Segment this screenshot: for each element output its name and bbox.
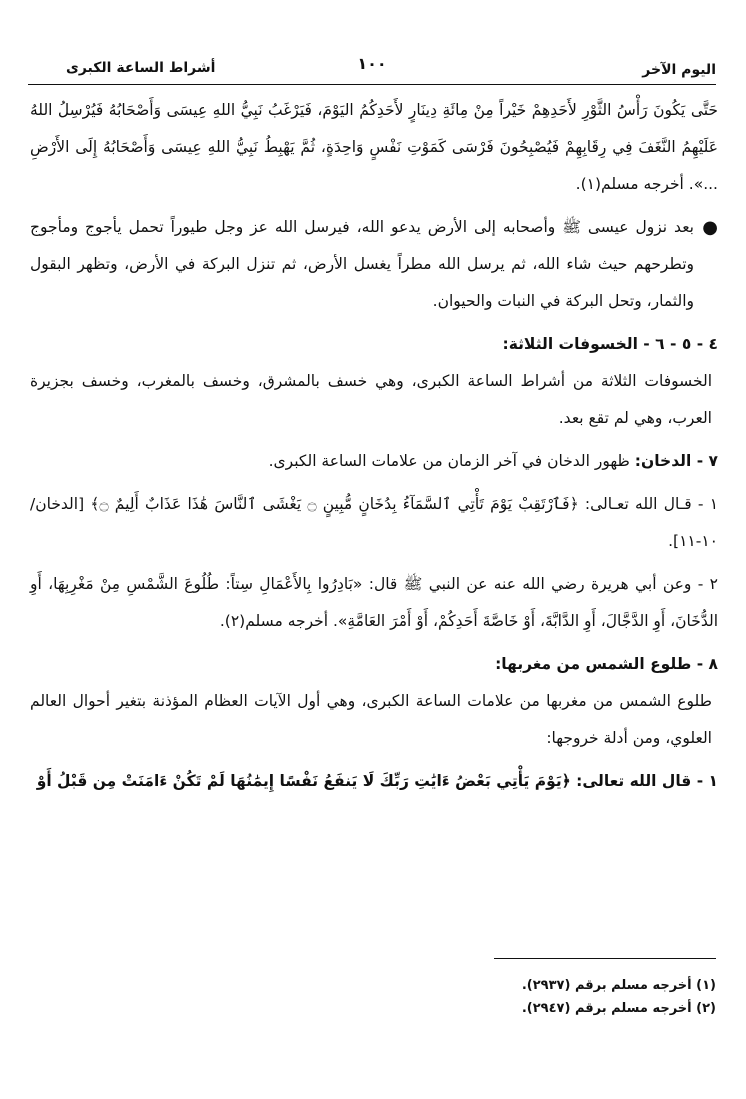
footnote-2: (٢) أخرجه مسلم برقم (٢٩٤٧). — [521, 1001, 716, 1016]
footnote-separator — [494, 958, 716, 959]
page-number: ١٠٠ — [357, 54, 387, 73]
sunrise-paragraph: طلوع الشمس من مغربها من علامات الساعة الكبرى، وهي أول الآيات العظام المؤذنة بتغير أحوال العالم العلوي، ومن أدلة خروجها: — [30, 692, 712, 747]
bullet-dot-icon: ● — [702, 217, 718, 238]
bullet-paragraph — [30, 209, 718, 320]
section-heading-eclipses: ٤ - ٥ - ٦ - الخسوفات الثلاثة: — [502, 335, 718, 353]
running-title-left: أشراط الساعة الكبرى — [66, 60, 216, 76]
eclipses-paragraph: الخسوفات الثلاثة من أشراط الساعة الكبرى، وهي خسف بالمشرق، وخسف بالمغرب، وخسف بجزيرة العرب، وهي لم تقع بعد. — [30, 372, 712, 427]
smoke-evidence-2: ٢ - وعن أبي هريرة رضي الله عنه عن النبي ﷺ قال: «بَادِرُوا بِالأَعْمَالِ سِتاً: طُلُوعَ الشَّمْسِ مِنْ مَغْرِبِهَا، أَوِ الدُّخَانَ، أَوِ الدَّجَّالَ، أَوِ الدَّابَّةَ، أَوْ خَاصَّةَ أَحَدِكُمْ، أَوْ أَمْرَ العَامَّةِ». أخرجه مسلم(٢). — [30, 575, 718, 630]
page-body — [30, 92, 718, 800]
smoke-item — [30, 443, 718, 480]
smoke-evidence-1: ١ - قـال الله تعـالى: ﴿فَٱرْتَقِبْ يَوْمَ تَأْتِي ٱلسَّمَآءُ بِدُخَانٍ مُّبِينٍ ۝ يَغْشَى ٱلنَّاسَ هَٰذَا عَذَابٌ أَلِيمٌ ۝﴾ [الدخان/١٠-١١]. — [30, 495, 719, 550]
smoke-text: ظهور الدخان في آخر الزمان من علامات الساعة الكبرى. — [268, 452, 635, 470]
sunrise-evidence-1: ١ - قال الله تعالى: ﴿يَوْمَ يَأْتِي بَعْضُ ءَايَٰتِ رَبِّكَ لَا يَنفَعُ نَفْسًا إِيمَٰنُهَا لَمْ تَكُنْ ءَامَنَتْ مِن قَبْلُ أَوْ — [36, 772, 718, 790]
page-header — [28, 52, 716, 85]
section-heading-sunrise-west: ٨ - طلوع الشمس من مغربها: — [495, 655, 718, 673]
bullet-text: بعد نزول عيسى ﷺ وأصحابه إلى الأرض يدعو الله، فيرسل الله عز وجل طيوراً تحمل يأجوج ومأجوج وتطرحهم حيث شاء الله، ثم يرسل الله مطراً يغسل الأرض، ثم تنزل البركة في الأرض، وتظهر البقول والثمار، وتحل البركة في النبات والحيوان. — [30, 218, 694, 310]
footnotes — [30, 974, 716, 1020]
section-heading-smoke: ٧ - الدخان: — [634, 452, 718, 470]
hadith-continuation: حَتَّى يَكُونَ رَأْسُ الثَّوْرِ لأَحَدِهِمْ خَيْراً مِنْ مِائَةِ دِينَارٍ لأَحَدِكُمُ اليَوْمَ، فَيَرْغَبُ نَبِيُّ اللهِ عِيسَى وَأَصْحَابُهُ فَيُرْسِلُ اللهُ عَلَيْهِمُ النَّغَفَ فِي رِقَابِهِمْ فَيُصْبِحُونَ فَرْسَى كَمَوْتِ نَفْسٍ وَاحِدَةٍ، ثُمَّ يَهْبِطُ نَبِيُّ اللهِ عِيسَى وَأَصْحَابُهُ إِلَى الأَرْضِ ...». أخرجه مسلم(١). — [30, 101, 718, 193]
footnote-1: (١) أخرجه مسلم برقم (٢٩٣٧). — [521, 978, 716, 993]
running-title-right: اليوم الآخر — [642, 62, 716, 78]
